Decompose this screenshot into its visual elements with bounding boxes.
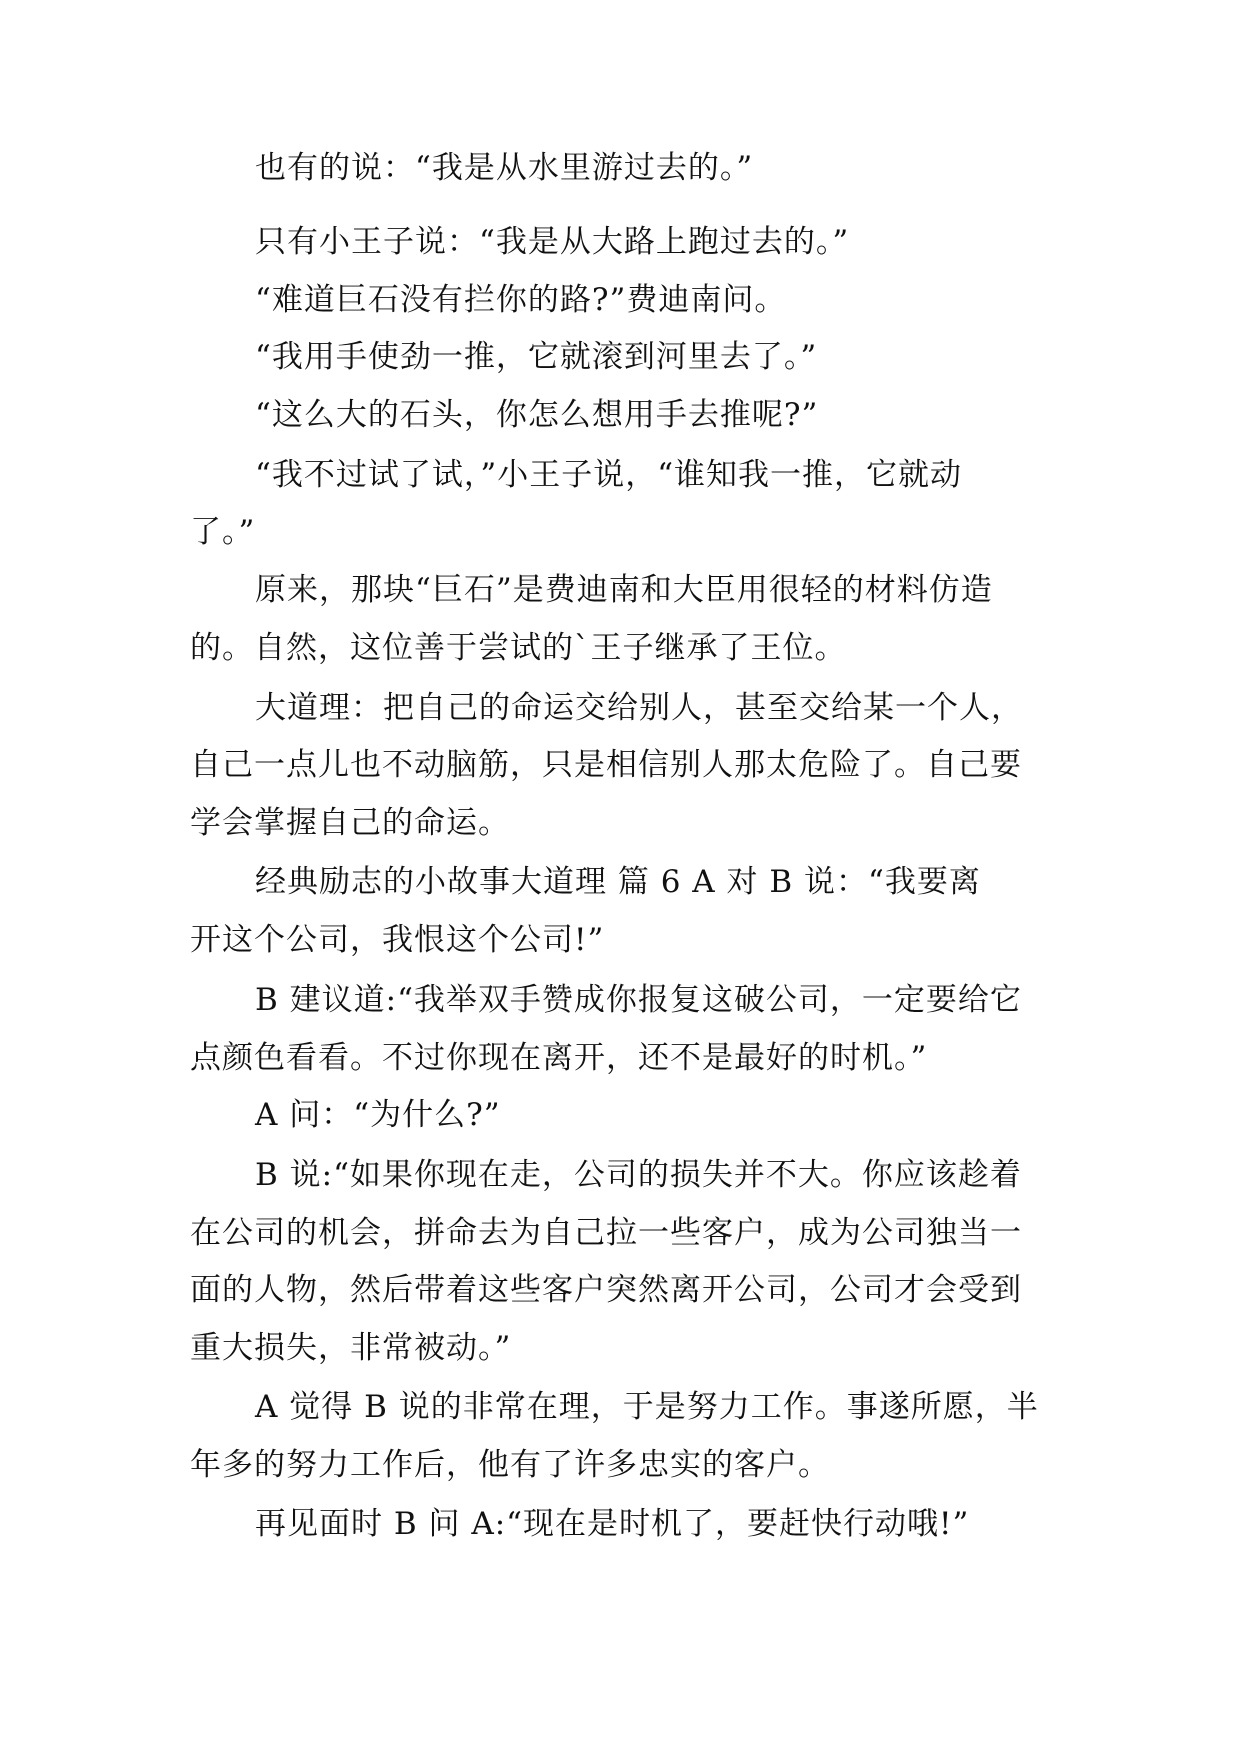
text-line: “难道巨石没有拦你的路?”费迪南问。 bbox=[255, 282, 787, 318]
text-line: A 问：“为什么?” bbox=[255, 1097, 501, 1133]
text-line: 面的人物，然后带着这些客户突然离开公司，公司才会受到 bbox=[190, 1272, 1022, 1308]
text-line: 开这个公司，我恨这个公司!” bbox=[190, 922, 605, 958]
text-line: 再见面时 B 问 A:“现在是时机了，要赶快行动哦!” bbox=[255, 1506, 970, 1542]
text-line: 原来，那块“巨石”是费迪南和大臣用很轻的材料仿造 bbox=[255, 572, 993, 608]
text-line: 大道理：把自己的命运交给别人，甚至交给某一个人， bbox=[255, 690, 1023, 726]
text-line: “我不过试了试，”小王子说，“谁知我一推，它就动 bbox=[255, 457, 963, 493]
text-line: B 说:“如果你现在走，公司的损失并不大。你应该趁着 bbox=[255, 1157, 1022, 1193]
text-line: B 建议道:“我举双手赞成你报复这破公司，一定要给它 bbox=[255, 982, 1022, 1018]
text-line: 只有小王子说：“我是从大路上跑过去的。” bbox=[255, 224, 850, 260]
text-line: 年多的努力工作后，他有了许多忠实的客户。 bbox=[190, 1447, 830, 1483]
text-line: 重大损失，非常被动。” bbox=[190, 1330, 512, 1366]
text-line: 了。” bbox=[190, 514, 256, 550]
text-line: 点颜色看看。不过你现在离开，还不是最好的时机。” bbox=[190, 1040, 928, 1076]
text-line: 学会掌握自己的命运。 bbox=[190, 805, 510, 841]
text-line: 在公司的机会，拼命去为自己拉一些客户，成为公司独当一 bbox=[190, 1215, 1022, 1251]
text-line: A 觉得 B 说的非常在理，于是努力工作。事遂所愿，半 bbox=[255, 1389, 1039, 1425]
text-line: “我用手使劲一推，它就滚到河里去了。” bbox=[255, 339, 818, 375]
text-line: 也有的说：“我是从水里游过去的。” bbox=[255, 150, 754, 186]
text-line: “这么大的石头，你怎么想用手去推呢?” bbox=[255, 397, 819, 433]
text-line: 自己一点儿也不动脑筋，只是相信别人那太危险了。自己要 bbox=[190, 747, 1022, 783]
text-line: 的。自然，这位善于尝试的`王子继承了王位。 bbox=[190, 630, 847, 666]
text-line: 经典励志的小故事大道理 篇 6 A 对 B 说：“我要离 bbox=[255, 864, 981, 900]
